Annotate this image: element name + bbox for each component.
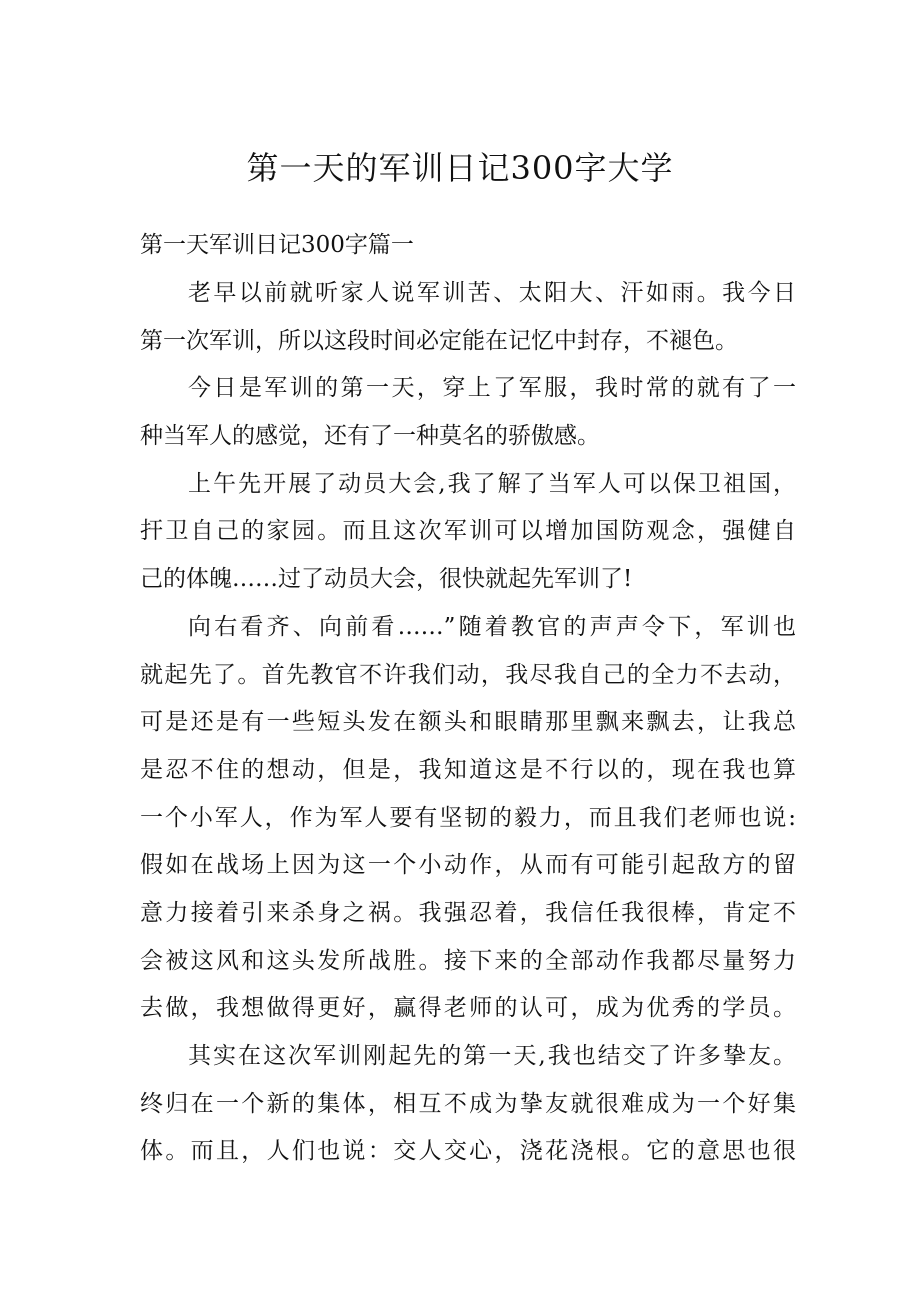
paragraph-line: 上午先开展了动员大会,我了解了当军人可以保卫祖国， xyxy=(188,470,796,497)
paragraph-line: 扞卫自己的家园。而且这次军训可以增加国防观念，强健自 xyxy=(140,518,796,545)
section-heading: 第一天军训日记300字篇一 xyxy=(140,232,414,258)
paragraph-line: 意力接着引来杀身之祸。我强忍着，我信任我很棒，肯定不 xyxy=(140,899,796,926)
paragraph-line: 一个小军人，作为军人要有坚韧的毅力，而且我们老师也说: xyxy=(140,804,796,831)
paragraph-line: 是忍不住的想动，但是，我知道这是不行以的，现在我也算 xyxy=(140,756,796,783)
paragraph xyxy=(140,461,796,604)
document-body xyxy=(140,222,796,1176)
paragraph-line: 假如在战场上因为这一个小动作，从而有可能引起敌方的留 xyxy=(140,852,796,879)
document-title: 第一天的军训日记300字大学 xyxy=(246,149,674,187)
paragraph-line: 终归在一个新的集体，相互不成为挚友就很难成为一个好集 xyxy=(140,1090,796,1117)
paragraph-line: 老早以前就听家人说军训苦、太阳大、汗如雨。我今日 xyxy=(188,280,796,306)
paragraph-line: 今日是军训的第一天，穿上了军服，我时常的就有了一 xyxy=(188,375,796,402)
paragraph-line: 体。而且，人们也说：交人交心，浇花浇根。它的意思也很 xyxy=(140,1138,796,1165)
paragraph-line: 向右看齐、向前看……”随着教官的声声令下，军训也 xyxy=(188,613,796,640)
paragraph-line: 种当军人的感觉，还有了一种莫名的骄傲感。 xyxy=(140,423,600,450)
paragraph xyxy=(140,270,796,365)
paragraph xyxy=(140,365,796,460)
paragraph-line: 其实在这次军训刚起先的第一天,我也结交了许多挚友。 xyxy=(188,1043,796,1069)
paragraph xyxy=(140,1033,796,1176)
paragraph-line: 第一次军训，所以这段时间必定能在记忆中封存，不褪色。 xyxy=(140,327,738,354)
paragraph-line: 会被这风和这头发所战胜。接下来的全部动作我都尽量努力 xyxy=(140,947,796,974)
paragraph-line: 可是还是有一些短头发在额头和眼睛那里飘来飘去，让我总 xyxy=(140,709,796,736)
paragraph-line: 去做，我想做得更好，赢得老师的认可，成为优秀的学员。 xyxy=(140,995,796,1022)
paragraph-line: 己的体魄……过了动员大会，很快就起先军训了! xyxy=(140,566,633,593)
paragraph xyxy=(140,604,796,1033)
paragraph-line: 就起先了。首先教官不许我们动，我尽我自己的全力不去动， xyxy=(140,661,796,688)
